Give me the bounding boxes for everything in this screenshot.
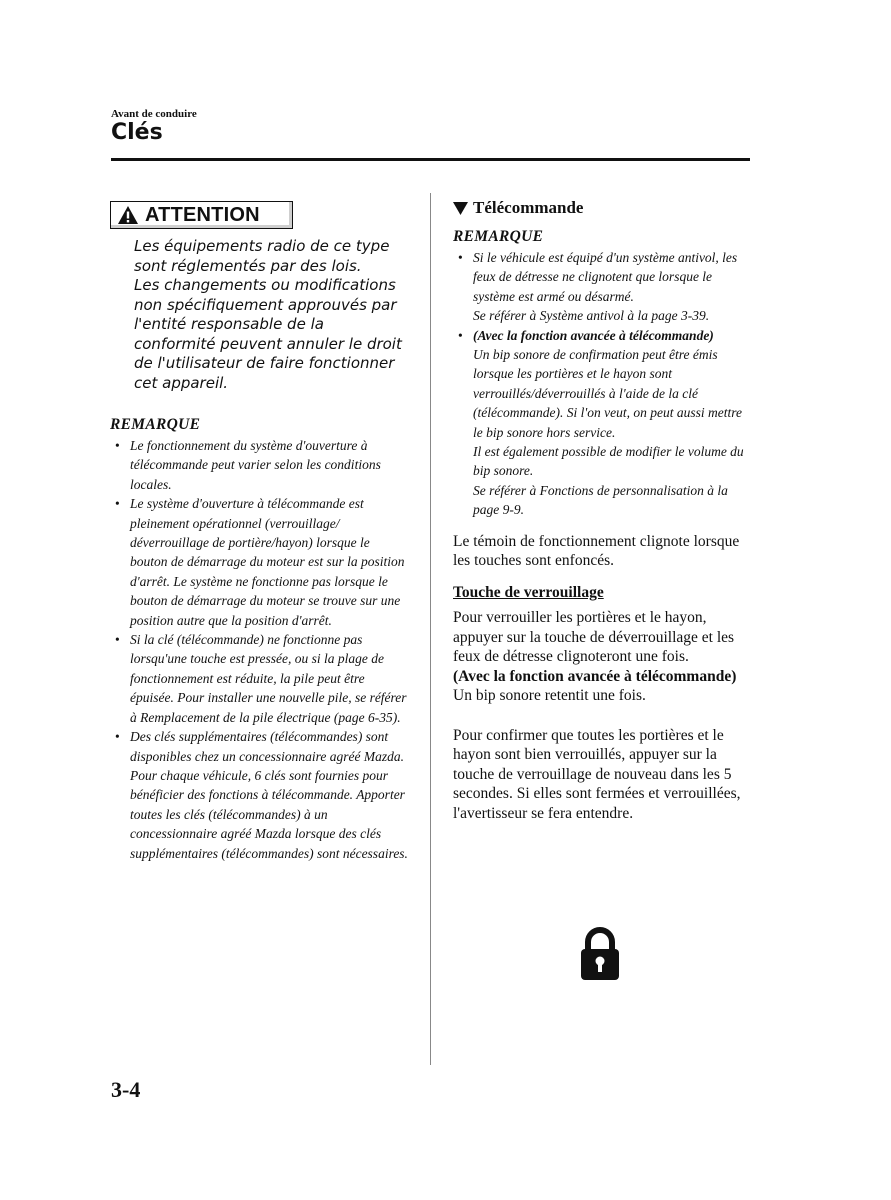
attention-label: ATTENTION <box>145 203 260 226</box>
confirm-lock-paragraph: Pour confirmer que toutes les portières et le hayon sont bien verrouillés, appuyer sur la touche de verrouillage de nouveau dans les 5 secondes. Si elles sont fermées et verrouillées, l'avertisseur se fera entendre. <box>453 726 741 822</box>
header-section-label: Avant de conduire <box>111 108 197 120</box>
note-text: Il est également possible de modifier le volume du bip sonore. <box>473 444 744 479</box>
remarque-list <box>453 248 753 520</box>
advanced-remote-text: Un bip sonore retentit une fois. <box>453 687 646 705</box>
attention-line: Les changements ou modifications non spécifiquement approuvés par l'entité responsable de la conformité peuvent annuler le droit de l'utilisateur de faire fonctionner cet appareil. <box>134 276 402 392</box>
list-item: • Le système d'ouverture à télécommande est pleinement opérationnel (verrouillage/ déverrouillage de portière/hayon) lorsque le bouton de démarrage du moteur est sur la position d'arrêt. Le système ne fonctionne pas lorsque le bouton de démarrage du moteur se trouve sur une position autre que la position d'arrêt. <box>110 494 410 630</box>
section-heading-label: Télécommande <box>473 198 584 217</box>
column-divider <box>430 193 431 1065</box>
header-rule <box>111 158 750 161</box>
note-reference: Se référer à Système antivol à la page 3-39. <box>473 308 710 324</box>
lock-paragraph <box>453 608 753 706</box>
triangle-down-icon <box>453 202 468 215</box>
list-item: • Si la clé (télécommande) ne fonctionne pas lorsqu'une touche est pressée, ou si la plage de fonctionnement est réduite, la pile peut être épuisée. Pour installer une nouvelle pile, se référer à Remplacement de la pile électrique (page 6-35). <box>110 630 410 727</box>
section-heading <box>453 198 753 218</box>
right-column <box>453 198 753 823</box>
list-item: • Des clés supplémentaires (télécommandes) sont disponibles chez un concessionnaire agréé Mazda. Pour chaque véhicule, 6 clés sont fournies pour bénéficier des fonctions à télécommande. Apporter toutes les clés (télécommandes) à un concessionnaire agréé Mazda lorsque des clés supplémentaires (télécommandes) sont nécessaires. <box>110 727 410 863</box>
note-bold: • (Avec la fonction avancée à télécommande) <box>473 327 714 343</box>
attention-box <box>110 201 293 229</box>
attention-text <box>134 237 402 393</box>
lock-button-heading: Touche de verrouillage <box>453 583 604 601</box>
list-item: • Le fonctionnement du système d'ouverture à télécommande peut varier selon les conditions locales. <box>110 436 410 494</box>
note-text: • Si le véhicule est équipé d'un système antivol, les feux de détresse ne clignotent que lorsque le système est armé ou désarmé. <box>473 250 738 304</box>
warning-triangle-icon <box>117 205 139 225</box>
remarque-list <box>110 436 410 863</box>
page-title: Clés <box>111 120 163 145</box>
note-text: Un bip sonore de confirmation peut être émis lorsque les portières et le hayon sont verrouillés/déverrouillés à l'aide de la clé (télécommande). Si l'on veut, on peut aussi mettre le bip sonore hors service. <box>473 347 742 440</box>
page-number: 3-4 <box>111 1077 141 1102</box>
note-reference: Se référer à Fonctions de personnalisation à la page 9-9. <box>473 482 728 518</box>
remarque-title: REMARQUE <box>453 228 544 245</box>
intro-paragraph: Le témoin de fonctionnement clignote lorsque les touches sont enfoncés. <box>453 532 740 570</box>
left-column <box>110 201 410 863</box>
remarque-title: REMARQUE <box>110 416 201 433</box>
padlock-icon <box>579 927 621 981</box>
lock-text: Pour verrouiller les portières et le hayon, appuyer sur la touche de déverrouillage et les feux de détresse clignoteront une fois. <box>453 609 735 666</box>
attention-line: Les équipements radio de ce type sont réglementés par des lois. <box>134 237 390 275</box>
list-item <box>453 326 753 520</box>
list-item <box>453 248 753 326</box>
advanced-remote-bold: (Avec la fonction avancée à télécommande) <box>453 667 737 685</box>
